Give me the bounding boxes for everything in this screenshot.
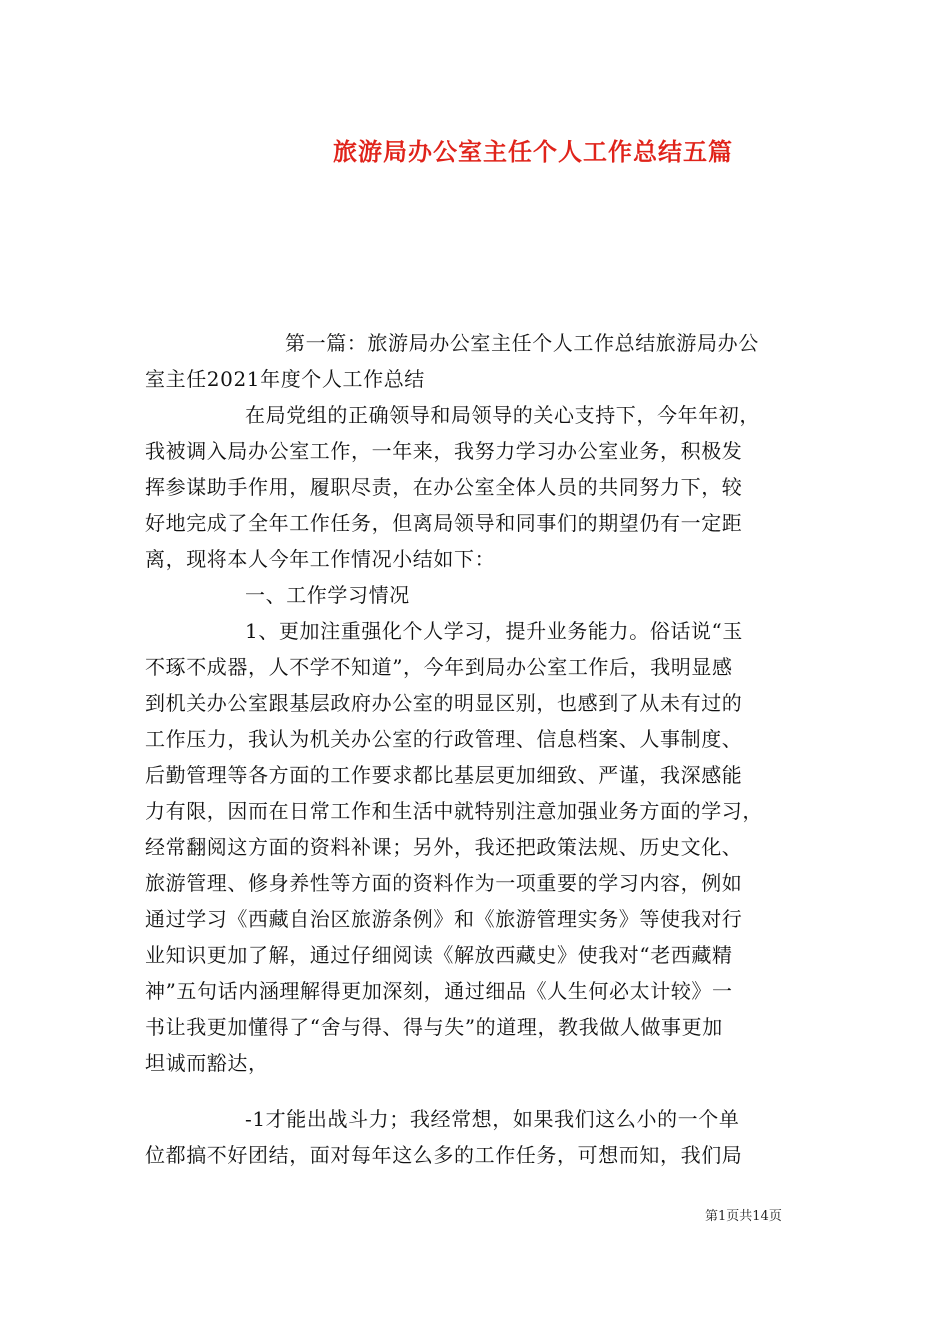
section-heading: 一、工作学习情况 xyxy=(245,583,410,607)
paragraph-line: 通过学习《西藏自治区旅游条例》和《旅游管理实务》等使我对行 xyxy=(145,907,743,931)
paragraph-line: 1、更加注重强化个人学习，提升业务能力。俗话说“玉 xyxy=(245,619,743,643)
paragraph-line: 第一篇：旅游局办公室主任个人工作总结旅游局办公 xyxy=(285,331,759,355)
paragraph-line: 神”五句话内涵理解得更加深刻，通过细品《人生何必太计较》一 xyxy=(145,979,733,1003)
document-title: 旅游局办公室主任个人工作总结五篇 xyxy=(333,137,733,166)
page-number: 第1页共14页 xyxy=(705,1209,782,1224)
paragraph-line: 工作压力，我认为机关办公室的行政管理、信息档案、人事制度、 xyxy=(145,727,743,751)
paragraph-line: 我被调入局办公室工作，一年来，我努力学习办公室业务，积极发 xyxy=(145,439,743,463)
paragraph-line: 到机关办公室跟基层政府办公室的明显区别，也感到了从未有过的 xyxy=(145,691,743,715)
paragraph-line: 离，现将本人今年工作情况小结如下： xyxy=(145,547,496,571)
paragraph-line: 旅游管理、修身养性等方面的资料作为一项重要的学习内容，例如 xyxy=(145,871,743,895)
paragraph-line: 后勤管理等各方面的工作要求都比基层更加细致、严谨，我深感能 xyxy=(145,763,743,787)
paragraph-line: 坦诚而豁达， xyxy=(145,1051,269,1075)
paragraph-line: -1才能出战斗力；我经常想，如果我们这么小的一个单 xyxy=(245,1107,740,1131)
paragraph-line: 不琢不成器，人不学不知道”，今年到局办公室工作后，我明显感 xyxy=(145,655,733,679)
paragraph-line: 挥参谋助手作用，履职尽责，在办公室全体人员的共同努力下，较 xyxy=(145,475,743,499)
paragraph-line: 经常翻阅这方面的资料补课；另外，我还把政策法规、历史文化、 xyxy=(145,835,743,859)
paragraph-line: 位都搞不好团结，面对每年这么多的工作任务，可想而知，我们局 xyxy=(145,1143,743,1167)
paragraph-line: 力有限，因而在日常工作和生活中就特别注意加强业务方面的学习， xyxy=(145,799,763,823)
paragraph-line: 书让我更加懂得了“舍与得、得与失”的道理，教我做人做事更加 xyxy=(145,1015,723,1039)
paragraph-line: 好地完成了全年工作任务，但离局领导和同事们的期望仍有一定距 xyxy=(145,511,743,535)
paragraph-line: 业知识更加了解，通过仔细阅读《解放西藏史》使我对“老西藏精 xyxy=(145,943,733,967)
paragraph-line: 在局党组的正确领导和局领导的关心支持下，今年年初， xyxy=(245,403,760,427)
paragraph-line: 室主任2021年度个人工作总结 xyxy=(145,367,425,391)
